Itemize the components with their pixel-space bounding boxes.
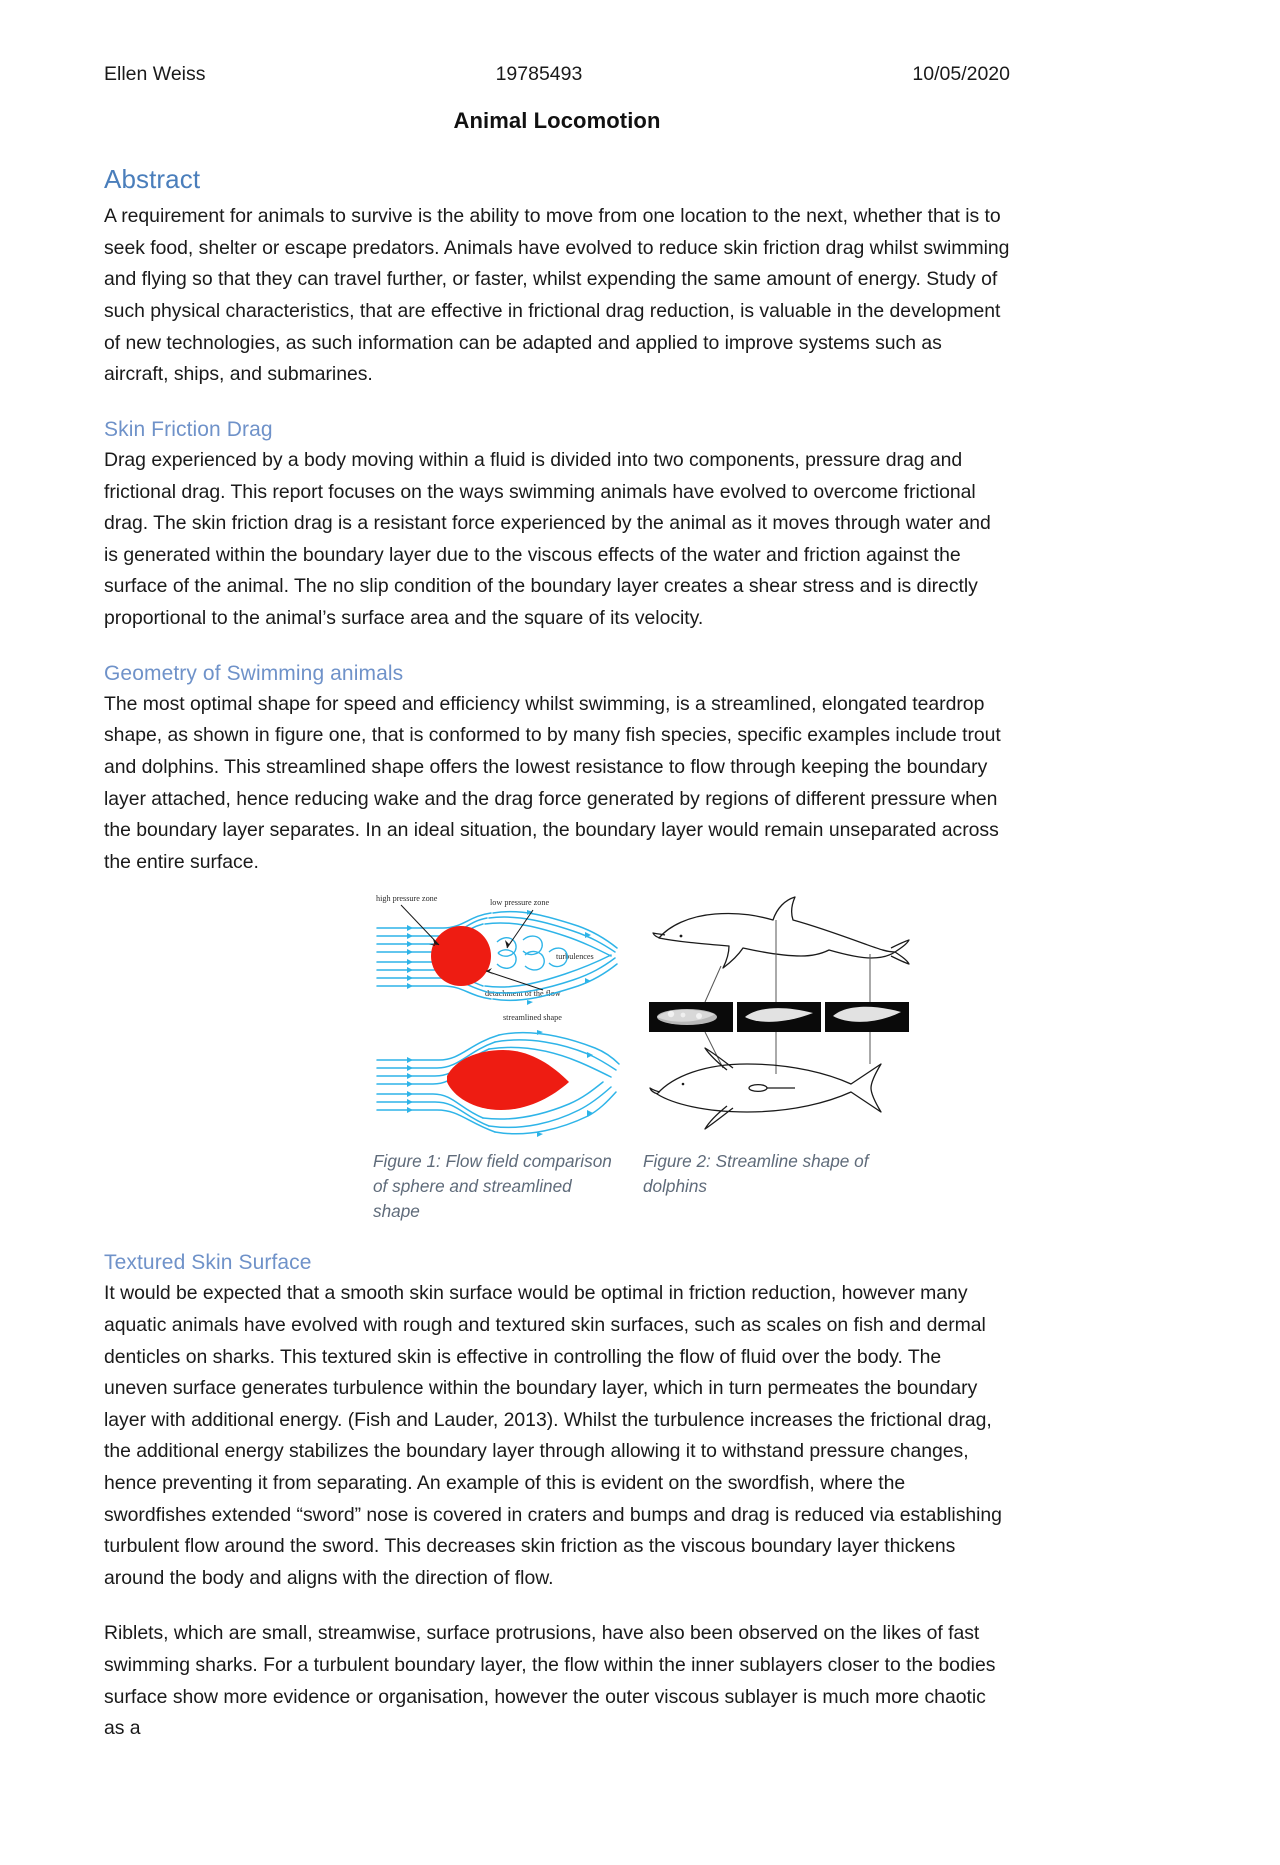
figure-2-caption: Figure 2: Streamline shape of dolphins xyxy=(643,1151,869,1197)
heading-geometry-swimming-animals: Geometry of Swimming animals xyxy=(104,661,404,685)
figure-1-label-streamlined: streamlined shape xyxy=(503,1013,562,1023)
figure-2-image xyxy=(643,892,911,1137)
figure-row xyxy=(104,892,1010,1224)
heading-textured-skin-surface: Textured Skin Surface xyxy=(104,1251,312,1275)
paragraph-skin-friction-1: Drag experienced by a body moving within a fluid is divided into two components, pressure drag and frictional drag. This report focuses on the ways swimming animals have evolved to overcome frictional drag. The skin friction drag is a resistant force experienced by the animal as it moves through water and is generated within the boundary layer due to the viscous effects of the water and friction against the surface of the animal. The no slip condition of the boundary layer creates a shear stress and is directly proportional to the animal’s surface area and the square of its velocity. xyxy=(104,448,991,629)
paragraph-textured-1: It would be expected that a smooth skin surface would be optimal in friction reduction, however many aquatic animals have evolved with rough and textured skin surfaces, such as scales on fish and dermal denticles on sharks. This textured skin is effective in controlling the flow of fluid over the body. The uneven surface generates turbulence within the boundary layer, which in turn permeates the boundary layer with additional energy. (Fish and Lauder, 2013). Whilst the turbulence increases the frictional drag, the additional energy stabilizes the boundary layer through allowing it to withstand pressure changes, hence preventing it from separating. An example of this is evident on the swordfish, where the swordfishes extended “sword” nose is covered in craters and bumps and drag is reduced via establishing turbulent flow around the sword. This decreases skin friction as the viscous boundary layer thickens around the body and aligns with the direction of flow. xyxy=(104,1282,1002,1589)
author-name: Ellen Weiss xyxy=(104,63,206,85)
figure-1 xyxy=(373,892,621,1224)
page-bottom-space xyxy=(104,1745,1010,1865)
document-date: 10/05/2020 xyxy=(912,63,1010,85)
paragraph-textured-2: Riblets, which are small, streamwise, surface protrusions, have also been observed on the likes of fast swimming sharks. For a turbulent boundary layer, the flow within the inner sublayers closer to the bodies surface show more evidence or organisation, however the outer viscous sublayer is much more chaotic as a xyxy=(104,1622,996,1740)
document-header xyxy=(104,0,1010,87)
figure-1-teardrop xyxy=(447,1050,569,1110)
figure-1-caption: Figure 1: Flow field comparison of sphere and streamlined shape xyxy=(373,1151,612,1222)
figure-2-cross-sections xyxy=(649,1002,909,1032)
figure-1-label-high-pressure: high pressure zone xyxy=(376,894,438,904)
paragraph-abstract-1: A requirement for animals to survive is the ability to move from one location to the next, whether that is to seek food, shelter or escape predators. Animals have evolved to reduce skin friction drag whilst swimming and flying so that they can travel further, or faster, whilst expending the same amount of energy. Study of such physical characteristics, that are effective in frictional drag reduction, is valuable in the development of new technologies, as such information can be adapted and applied to improve systems such as aircraft, ships, and submarines. xyxy=(104,205,1010,386)
figure-1-label-turbulences: turbulences xyxy=(556,952,594,962)
figure-1-sphere xyxy=(431,926,491,986)
figure-2 xyxy=(643,892,911,1199)
page-content xyxy=(104,0,1010,1865)
heading-skin-friction-drag: Skin Friction Drag xyxy=(104,417,273,441)
heading-abstract: Abstract xyxy=(104,164,201,195)
paragraph-geometry-1: The most optimal shape for speed and efficiency whilst swimming, is a streamlined, elongated teardrop shape, as shown in figure one, that is conformed to by many fish species, specific examples include trout and dolphins. This streamlined shape offers the lowest resistance to flow through keeping the boundary layer attached, hence reducing wake and the drag force generated by regions of different pressure when the boundary layer separates. In an ideal situation, the boundary layer would remain unseparated across the entire surface. xyxy=(104,692,1001,873)
figure-1-label-detachment: detachment of the flow xyxy=(485,989,561,999)
student-id: 19785493 xyxy=(495,63,583,85)
page-title: Animal Locomotion xyxy=(453,108,661,134)
figure-1-label-low-pressure: low pressure zone xyxy=(490,898,550,908)
figure-1-image xyxy=(373,892,621,1137)
